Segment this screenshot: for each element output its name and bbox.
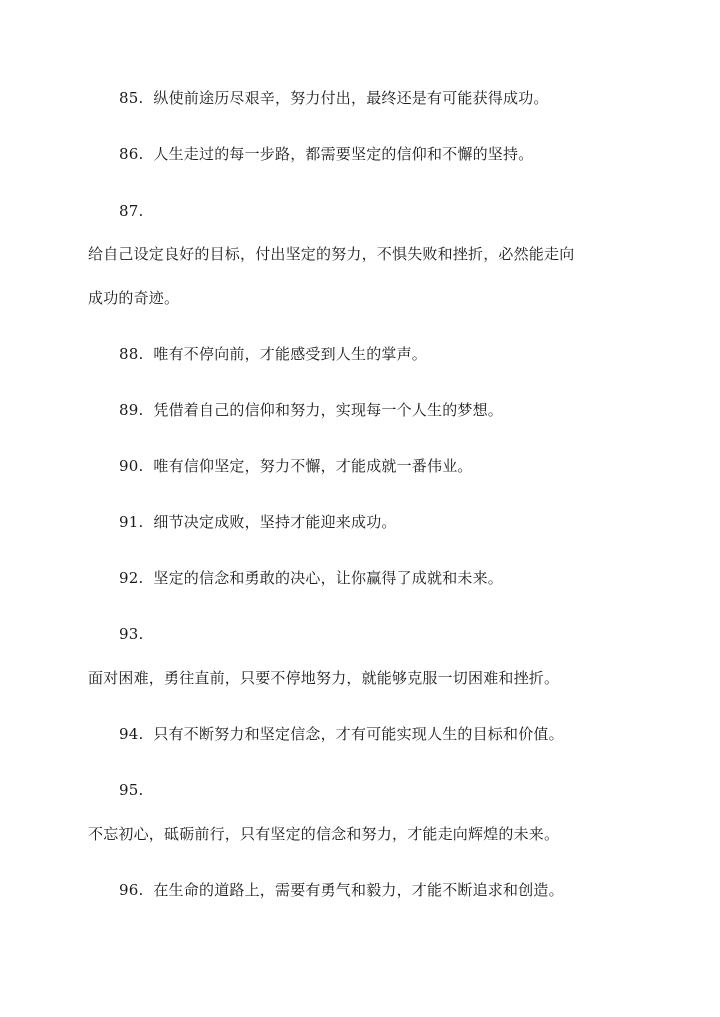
quote-86 (119, 144, 533, 164)
quote-number: 86. (119, 145, 144, 163)
quote-87-line-1: 给自己设定良好的目标，付出坚定的努力，不惧失败和挫折，必然能走向 (88, 245, 575, 263)
quote-88 (119, 344, 427, 364)
quote-87-line-2: 成功的奇迹。 (88, 289, 180, 307)
quote-text: 纵使前途历尽艰辛，努力付出，最终还是有可能获得成功。 (153, 89, 549, 107)
quote-90 (119, 456, 473, 476)
quote-number: 91. (119, 513, 144, 531)
quote-number: 93. (119, 625, 144, 643)
quote-text: 细节决定成败，坚持才能迎来成功。 (153, 513, 397, 531)
quote-number: 88. (119, 345, 144, 363)
quote-91 (119, 512, 397, 532)
quote-94 (119, 724, 564, 744)
quote-87-number (119, 201, 143, 221)
quote-number: 90. (119, 457, 144, 475)
quote-text: 只有不断努力和坚定信念，才有可能实现人生的目标和价值。 (153, 725, 564, 743)
quote-number: 94. (119, 725, 144, 743)
quote-89 (119, 400, 503, 420)
quote-number: 92. (119, 569, 144, 587)
quote-number: 95. (119, 781, 144, 799)
quote-text: 唯有不停向前，才能感受到人生的掌声。 (153, 345, 428, 363)
quote-number: 85. (119, 89, 144, 107)
quote-text: 人生走过的每一步路，都需要坚定的信仰和不懈的坚持。 (153, 145, 534, 163)
quote-text: 凭借着自己的信仰和努力，实现每一个人生的梦想。 (153, 401, 504, 419)
quote-text: 坚定的信念和勇敢的决心，让你赢得了成就和未来。 (153, 569, 504, 587)
quote-text: 在生命的道路上，需要有勇气和毅力，才能不断追求和创造。 (153, 881, 564, 899)
quote-text: 唯有信仰坚定，努力不懈，才能成就一番伟业。 (153, 457, 473, 475)
quote-92 (119, 568, 503, 588)
quote-93-line-1: 面对困难，勇往直前，只要不停地努力，就能够克服一切困难和挫折。 (88, 669, 560, 687)
quote-number: 87. (119, 202, 144, 220)
quote-96 (119, 880, 564, 900)
quote-number: 96. (119, 881, 144, 899)
quote-95-line-1: 不忘初心，砥砺前行，只有坚定的信念和努力，才能走向辉煌的未来。 (88, 825, 560, 843)
quote-85 (119, 88, 549, 108)
quote-93-number (119, 624, 143, 644)
quote-95-number (119, 780, 143, 800)
quote-number: 89. (119, 401, 144, 419)
